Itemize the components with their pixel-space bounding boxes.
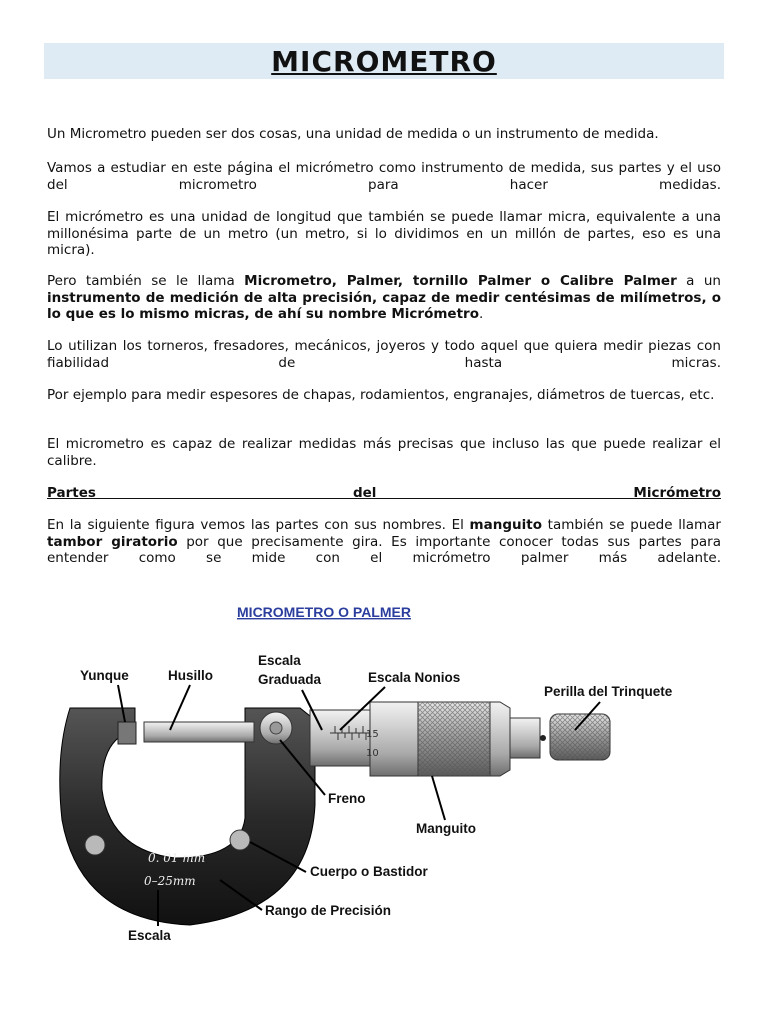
paragraph-8 bbox=[47, 517, 721, 567]
section-heading: Partes del Micrómetro bbox=[47, 485, 721, 501]
p8-text-1: En la siguiente figura vemos las partes con sus nombres. El bbox=[47, 517, 470, 533]
paragraph-4 bbox=[47, 273, 721, 323]
leader-manguito bbox=[432, 776, 445, 820]
anvil bbox=[118, 722, 136, 744]
engraving-range: 0–25mm bbox=[144, 874, 196, 888]
frame-hole-right bbox=[230, 830, 250, 850]
p4-text-3: . bbox=[478, 306, 484, 322]
thimble-knurl-pattern bbox=[418, 702, 490, 776]
engraving-precision: 0. 01 mm bbox=[148, 851, 206, 865]
paragraph-2: Vamos a estudiar en este página el micrómetro como instrumento de medida, sus partes y el uso del micrometro para hacer medidas. bbox=[47, 160, 721, 193]
p8-text-2: también se puede llamar bbox=[541, 517, 721, 533]
p4-bold-2: instrumento de medición de alta precisión, capaz de medir centésimas de milímetros, o lo que es lo mismo micras, de ahí su nombre Micrómetro bbox=[47, 289, 721, 322]
p4-text-2: a un bbox=[676, 273, 721, 289]
thimble-number-15: 15 bbox=[366, 729, 379, 740]
label-rango: Rango de Precisión bbox=[265, 903, 392, 918]
p8-bold-1: manguito bbox=[469, 517, 542, 533]
micrometer-figure bbox=[40, 590, 740, 960]
label-escala-graduada-2: Graduada bbox=[258, 672, 322, 687]
paragraph-3: El micrómetro es una unidad de longitud que también se puede llamar micra, equivalente a una millonésima parte de un metro (un metro, si lo dividimos en un millón de partes, eso es una micra). bbox=[47, 209, 721, 258]
page-title: MICROMETRO bbox=[271, 45, 497, 78]
ratchet-collar bbox=[510, 718, 540, 758]
spindle bbox=[144, 722, 254, 742]
title-bar bbox=[44, 43, 724, 79]
paragraph-1: Un Micrometro pueden ser dos cosas, una unidad de medida o un instrumento de medida. bbox=[47, 126, 659, 142]
paragraph-6: Por ejemplo para medir espesores de chapas, rodamientos, engranajes, diámetros de tuercas, etc. bbox=[47, 387, 715, 403]
thimble-number-10: 10 bbox=[366, 748, 379, 759]
figure-title: MICROMETRO O PALMER bbox=[237, 604, 411, 620]
label-husillo: Husillo bbox=[168, 668, 214, 683]
p8-text-3: por que precisamente gira. Es importante conocer todas sus partes para entender como se mide con el micrómetro palmer más adelante. bbox=[47, 533, 721, 566]
label-yunque: Yunque bbox=[80, 668, 129, 683]
label-cuerpo: Cuerpo o Bastidor bbox=[310, 864, 428, 879]
ratchet-screw bbox=[540, 735, 546, 741]
paragraph-7: El micrometro es capaz de realizar medidas más precisas que incluso las que puede realizar el calibre. bbox=[47, 436, 721, 469]
p8-bold-2: tambor giratorio bbox=[47, 533, 178, 550]
label-escala-nonios: Escala Nonios bbox=[368, 670, 461, 685]
p4-text-1: Pero también se le llama bbox=[47, 273, 245, 289]
label-perilla: Perilla del Trinquete bbox=[544, 684, 673, 699]
label-freno: Freno bbox=[328, 791, 366, 806]
label-escala: Escala bbox=[128, 928, 171, 943]
p4-bold-1: Micrometro, Palmer, tornillo Palmer o Calibre Palmer bbox=[244, 273, 677, 289]
label-escala-graduada-1: Escala bbox=[258, 653, 301, 668]
lock-center bbox=[270, 722, 282, 734]
ratchet-knob-pattern bbox=[550, 714, 610, 760]
label-manguito: Manguito bbox=[416, 821, 476, 836]
paragraph-5: Lo utilizan los torneros, fresadores, mecánicos, joyeros y todo aquel que quiera medir piezas con fiabilidad de hasta micras. bbox=[47, 338, 721, 371]
frame-hole-left bbox=[85, 835, 105, 855]
